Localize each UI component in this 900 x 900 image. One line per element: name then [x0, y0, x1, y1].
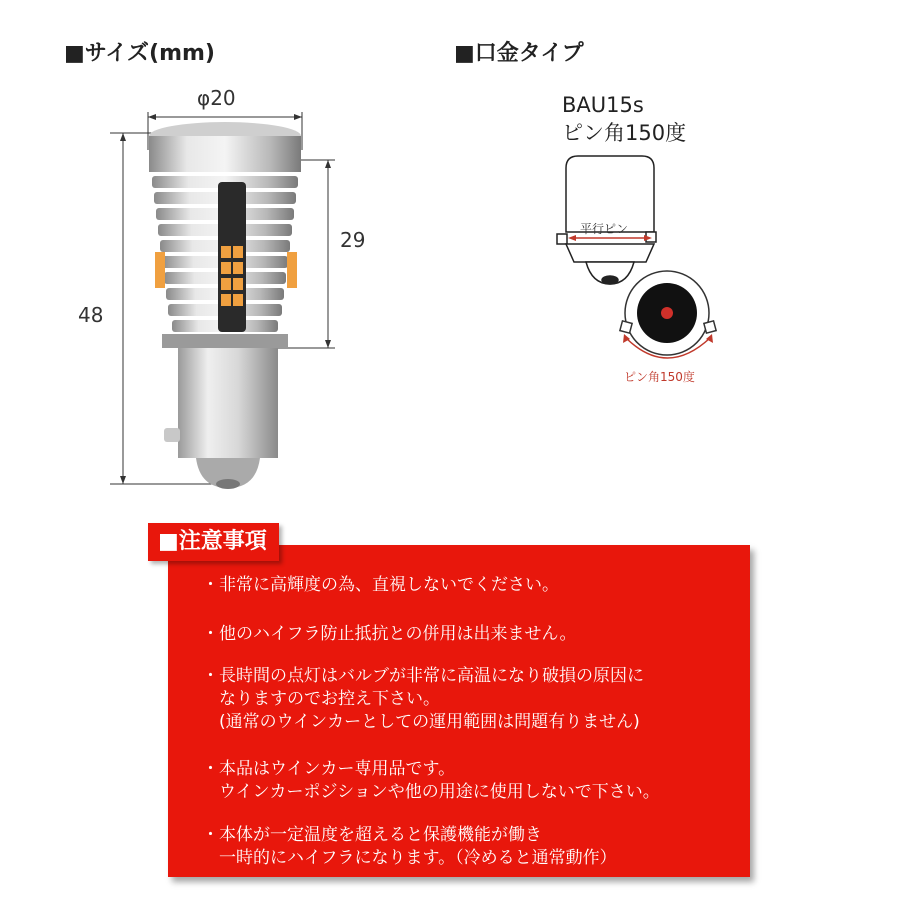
- overall-height-label: 48: [78, 303, 104, 327]
- caution-note: ・本体が一定温度を超えると保護機能が働き: [202, 825, 542, 845]
- caution-note: ウインカーポジションや他の用途に使用しないで下さい。: [202, 782, 660, 802]
- caution-note: ・非常に高輝度の為、直視しないでください。: [202, 575, 559, 595]
- diameter-label: φ20: [197, 86, 236, 110]
- bulb-body: [149, 122, 301, 489]
- base-bottom-view: [620, 271, 716, 358]
- size-heading: ■サイズ(mm): [64, 41, 215, 66]
- base-type-heading: ■口金タイプ: [454, 41, 584, 66]
- led-height-label: 29: [340, 228, 366, 252]
- pin-angle-value: ピン角150度: [562, 121, 687, 145]
- base-type-value: BAU15s: [562, 93, 644, 117]
- parallel-pin-label: 平行ピン: [580, 222, 629, 236]
- caution-note: 一時的にハイフラになります。（冷めると通常動作）: [202, 848, 617, 868]
- pin-angle-diagram-label: ピン角150度: [624, 370, 695, 384]
- caution-note: ・他のハイフラ防止抵抗との併用は出来ません。: [202, 624, 577, 644]
- caution-note: (通常のウインカーとしての運用範囲は問題有りません): [202, 712, 640, 732]
- caution-heading: ■注意事項: [148, 523, 279, 561]
- caution-note: なりますのでお控え下さい。: [202, 689, 440, 709]
- caution-note: ・本品はウインカー専用品です。: [202, 759, 456, 779]
- caution-note: ・長時間の点灯はバルブが非常に高温になり破損の原因に: [202, 666, 644, 686]
